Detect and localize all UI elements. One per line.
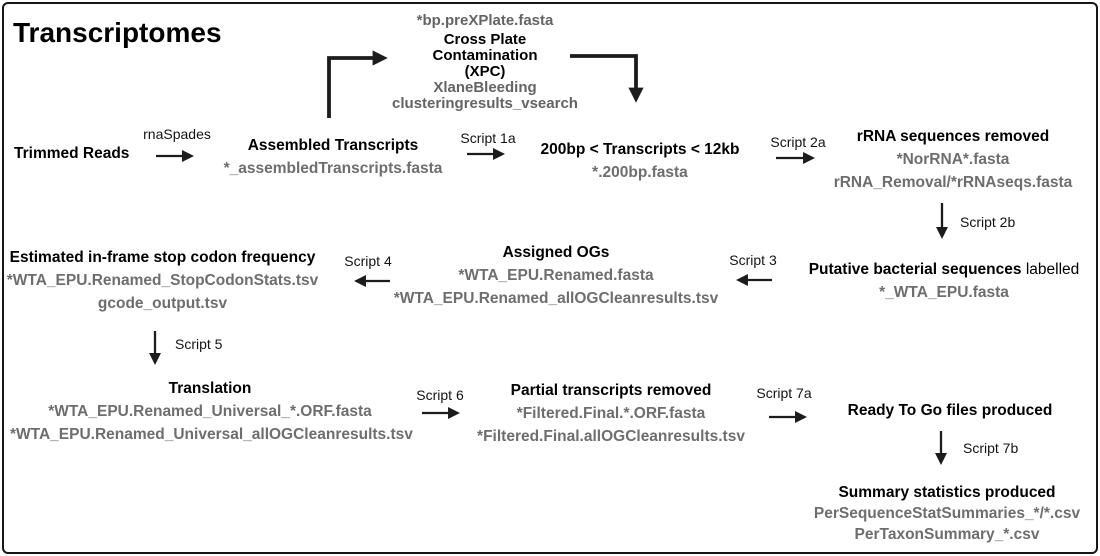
node-stop-codon-frequency xyxy=(0,246,330,315)
node-assembled-transcripts xyxy=(183,134,483,180)
node-rrna-removed xyxy=(813,125,1093,194)
xpc-input-file: *bp.preXPlate.fasta xyxy=(416,12,554,29)
edge-label-script-7b: Script 7b xyxy=(963,440,1019,456)
node-file: *WTA_EPU.Renamed.fasta xyxy=(458,267,654,284)
node-file: *_assembledTranscripts.fasta xyxy=(223,160,443,177)
node-title: Estimated in-frame stop codon frequency xyxy=(9,249,316,266)
node-title: Ready To Go files produced xyxy=(847,402,1053,419)
node-file: *_WTA_EPU.fasta xyxy=(879,284,1009,301)
edge-label-script-3: Script 3 xyxy=(729,252,777,268)
node-file: *.200bp.fasta xyxy=(592,164,688,181)
xpc-output-file2: clusteringresults_vsearch xyxy=(392,95,578,112)
node-file: *WTA_EPU.Renamed_allOGCleanresults.tsv xyxy=(393,290,719,307)
node-file: PerSequenceStatSummaries_*/*.csv xyxy=(813,505,1081,522)
node-summary-statistics xyxy=(797,482,1097,545)
page-title: Transcriptomes xyxy=(13,17,222,48)
node-title: 200bp < Transcripts < 12kb xyxy=(540,141,740,158)
edge-label-script-2b: Script 2b xyxy=(960,214,1016,230)
xpc-title-line1: Cross Plate xyxy=(443,31,527,48)
node-cross-plate-contamination xyxy=(345,13,625,112)
node-file: *NorRNA*.fasta xyxy=(896,151,1010,168)
xpc-title-line3: (XPC) xyxy=(464,63,506,80)
edge-label-script-6: Script 6 xyxy=(416,387,464,403)
node-title: Partial transcripts removed xyxy=(510,382,712,399)
node-size-filtered xyxy=(490,138,790,184)
node-title: Assigned OGs xyxy=(502,244,610,261)
node-file: rRNA_Removal/*rRNAseqs.fasta xyxy=(833,174,1073,191)
node-file: *WTA_EPU.Renamed_Universal_*.ORF.fasta xyxy=(48,403,372,420)
node-title-bold: Putative bacterial sequences xyxy=(808,261,1022,278)
node-file: PerTaxonSummary_*.csv xyxy=(854,526,1040,543)
node-translation xyxy=(10,377,413,446)
xpc-title-line2: Contamination xyxy=(432,47,538,64)
node-title-regular: labelled xyxy=(1025,261,1080,278)
node-file: *WTA_EPU.Renamed_Universal_allOGCleanresults.tsv xyxy=(10,426,413,443)
node-partial-removed xyxy=(446,379,776,448)
node-title: Summary statistics produced xyxy=(838,484,1056,501)
edge-label-script-2a: Script 2a xyxy=(770,134,826,150)
node-title: Translation xyxy=(168,380,252,397)
edge-label-script-4: Script 4 xyxy=(344,253,392,269)
node-title: rRNA sequences removed xyxy=(856,128,1050,145)
edge-label-script-5: Script 5 xyxy=(175,336,223,352)
node-file: *WTA_EPU.Renamed_StopCodonStats.tsv xyxy=(6,272,319,289)
node-file: *Filtered.Final.allOGCleanresults.tsv xyxy=(477,428,745,445)
node-file: gcode_output.tsv xyxy=(97,295,228,312)
node-trimmed-reads xyxy=(14,142,129,165)
node-title: Trimmed Reads xyxy=(14,145,130,162)
edge-label-script-7a: Script 7a xyxy=(756,385,812,401)
node-assigned-ogs xyxy=(376,241,736,310)
node-title xyxy=(784,258,1100,281)
edge-label-rnaspades: rnaSpades xyxy=(143,126,211,142)
node-title: Assembled Transcripts xyxy=(247,137,419,154)
edge-label-script-1a: Script 1a xyxy=(460,130,516,146)
node-file: *Filtered.Final.*.ORF.fasta xyxy=(516,405,706,422)
xpc-output-file1: XlaneBleeding xyxy=(433,79,537,96)
node-bacterial-labelled xyxy=(784,258,1100,304)
node-ready-to-go xyxy=(800,399,1100,422)
